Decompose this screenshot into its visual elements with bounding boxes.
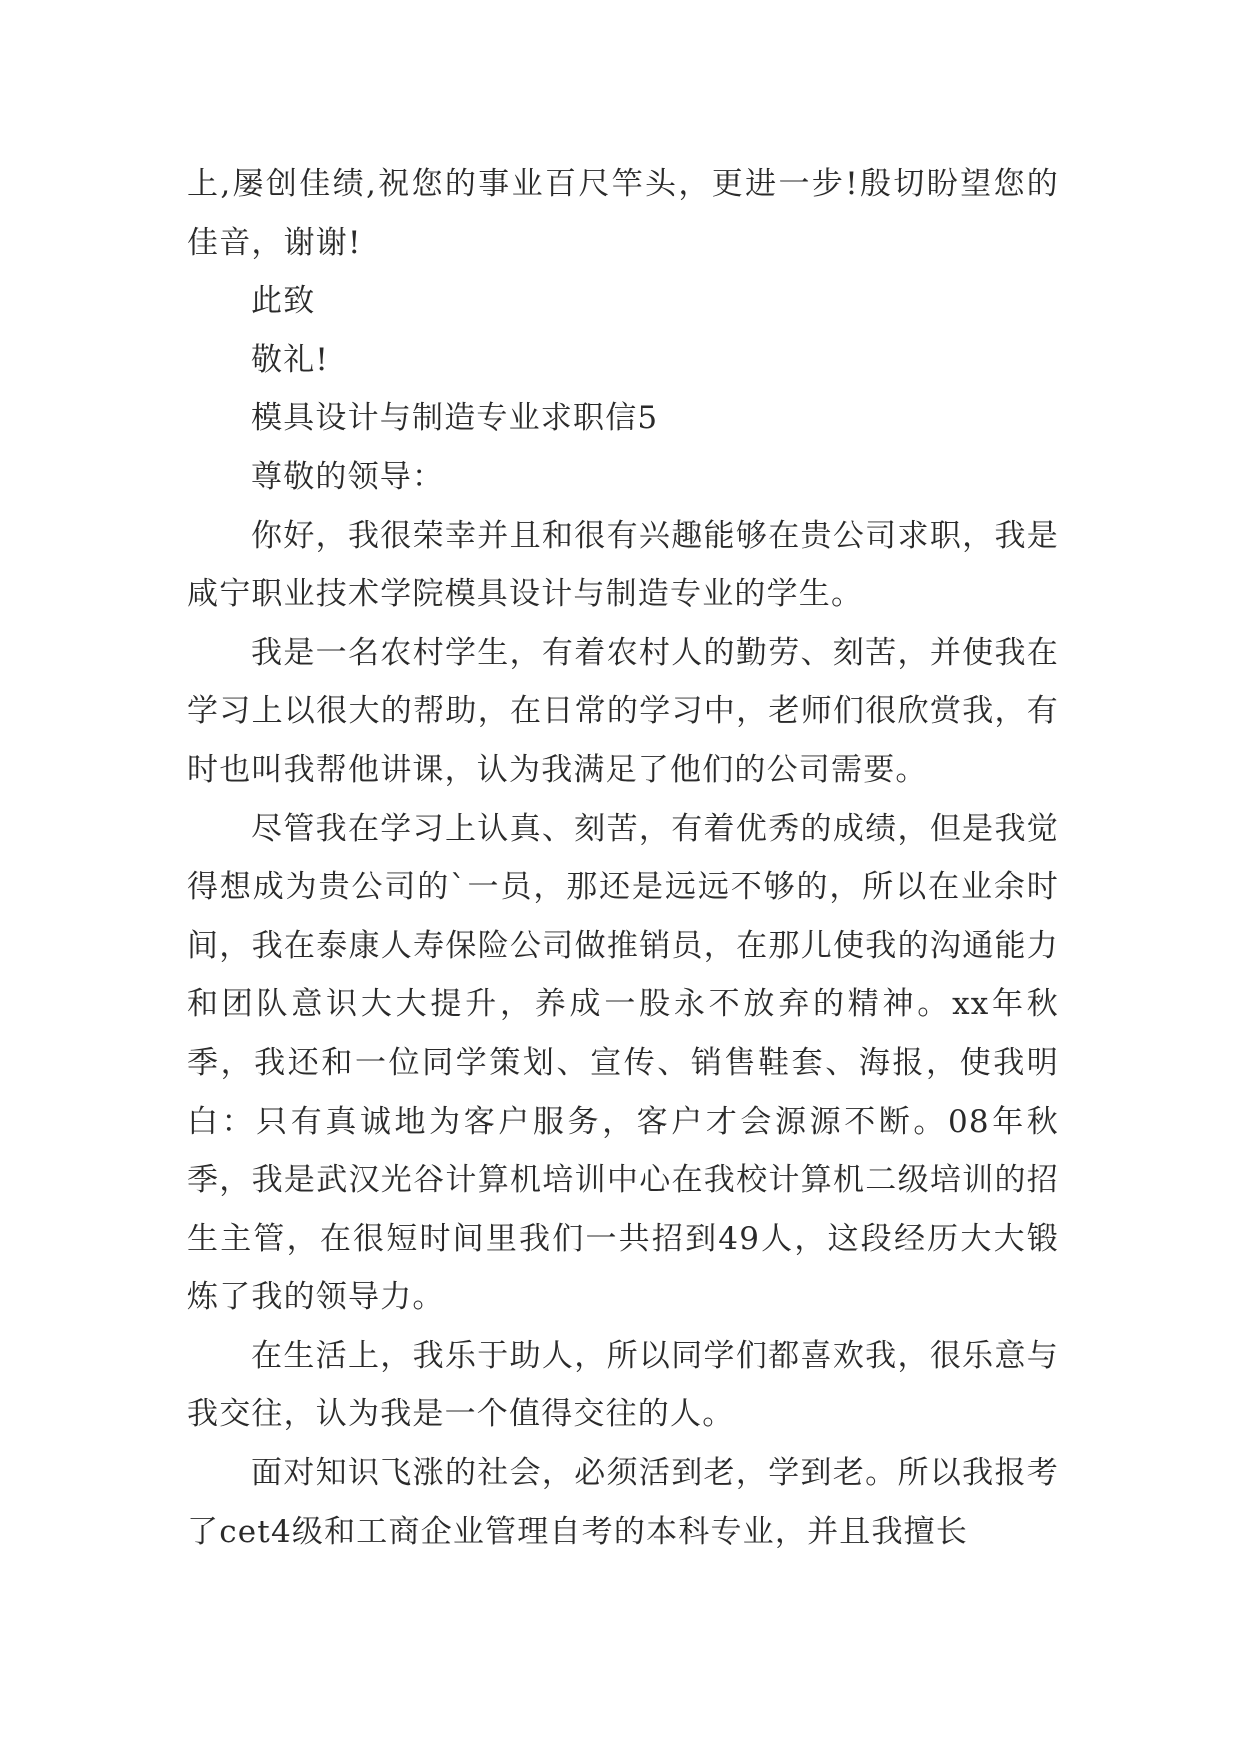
paragraph-closing-wishes: 上,屡创佳绩,祝您的事业百尺竿头，更进一步!殷切盼望您的佳音，谢谢! <box>187 166 1059 261</box>
paragraph-learning: 面对知识飞涨的社会，必须活到老，学到老。所以我报考了cet4级和工商企业管理自考的本科专业，并且我擅长 <box>187 1455 1059 1550</box>
document-body <box>187 155 1059 1561</box>
paragraph-salutation-cizhi: 此致 <box>251 283 316 320</box>
paragraph-salutation-jingli: 敬礼! <box>251 341 330 378</box>
section-heading: 模具设计与制造专业求职信5 <box>251 400 659 437</box>
paragraph-experience: 尽管我在学习上认真、刻苦，有着优秀的成绩，但是我觉得想成为贵公司的`一员，那还是远远不够的，所以在业余时间，我在泰康人寿保险公司做推销员，在那儿使我的沟通能力和团队意识大大提升，养成一股永不放弃的精神。xx年秋季，我还和一位同学策划、宣传、销售鞋套、海报，使我明白：只有真诚地为客户服务，客户才会源源不断。08年秋季，我是武汉光谷计算机培训中心在我校计算机二级培训的招生主管，在很短时间里我们一共招到49人，这段经历大大锻炼了我的领导力。 <box>187 810 1059 1316</box>
paragraph-background: 我是一名农村学生，有着农村人的勤劳、刻苦，并使我在学习上以很大的帮助，在日常的学习中，老师们很欣赏我，有时也叫我帮他讲课，认为我满足了他们的公司需要。 <box>187 634 1059 788</box>
paragraph-personal-life: 在生活上，我乐于助人，所以同学们都喜欢我，很乐意与我交往，认为我是一个值得交往的人。 <box>187 1337 1059 1433</box>
paragraph-introduction: 你好，我很荣幸并且和很有兴趣能够在贵公司求职，我是咸宁职业技术学院模具设计与制造专业的学生。 <box>187 517 1059 613</box>
paragraph-greeting: 尊敬的领导： <box>251 458 445 495</box>
